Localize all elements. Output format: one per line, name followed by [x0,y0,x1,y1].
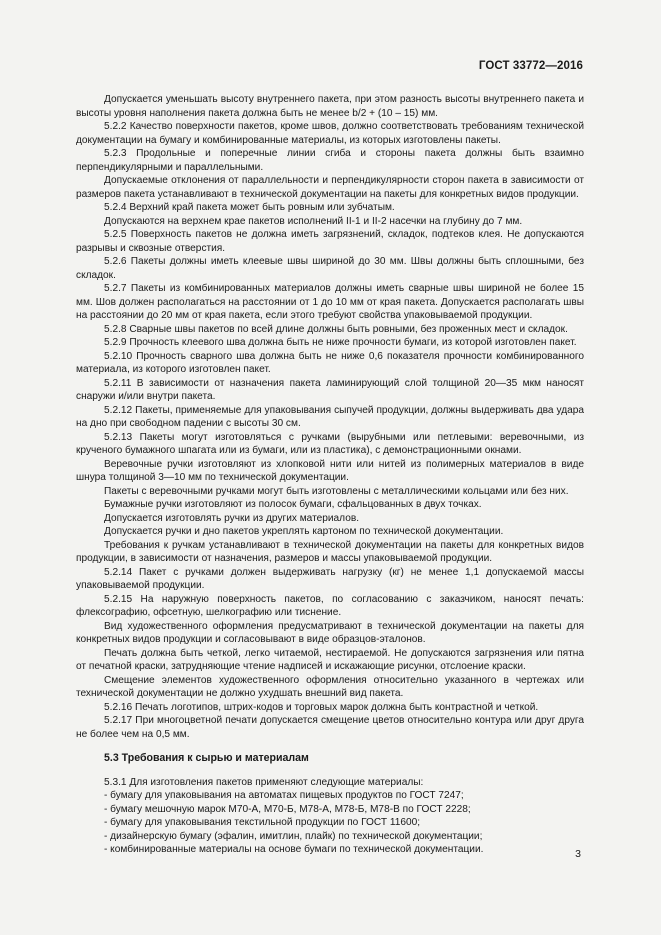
list-item: - комбинированные материалы на основе бумаги по технической документации. [104,844,484,855]
paragraph: Бумажные ручки изготовляют из полосок бумаги, сфальцованных в двух точках. [104,499,482,510]
paragraph: 5.2.11 В зависимости от назначения пакета ламинирующий слой толщиной 20—35 мкм наносят снаружи и/или внутри пакета. [76,377,584,402]
paragraph: 5.2.8 Сварные швы пакетов по всей длине должны быть ровными, без проженных мест и складок. [104,323,568,335]
paragraph: Допускается изготовлять ручки из других материалов. [104,512,360,524]
document-body [76,93,584,857]
document-header: ГОСТ 33772—2016 [478,60,583,72]
paragraph: 5.2.10 Прочность сварного шва должна быть не ниже 0,6 показателя прочности комбинированного материала, из которого изготовлен пакет. [76,350,584,375]
paragraph: 5.2.12 Пакеты, применяемые для упаковывания сыпучей продукции, должны выдерживать два удара на дно при свободном падении с высоты 30 см. [76,404,584,429]
paragraph: Допускаемые отклонения от параллельности и перпендикулярности сторон пакета в зависимости от размеров пакета устанавливают в технической документации на пакеты для конкретных видов продукции. [76,175,584,200]
paragraph: 5.2.13 Пакеты могут изготовляться с ручками (вырубными или петлевыми: веревочными, из крученого бумажного шпагата или из бумаги, или из пластика), с демонстрационными окнами. [76,431,584,456]
paragraph: 5.2.5 Поверхность пакетов не должна иметь загрязнений, складок, подтеков клея. Не допускаются разрывы и сквозные отверстия. [76,229,584,254]
paragraph: 5.2.3 Продольные и поперечные линии сгиба и стороны пакета должны быть взаимно перпендикулярными и параллельными. [76,148,584,173]
paragraph: 5.2.16 Печать логотипов, штрих-кодов и торговых марок должна быть контрастной и четкой. [104,701,539,713]
paragraph: 5.2.17 При многоцветной печати допускается смещение цветов относительно контура или друг друга не более чем на 0,5 мм. [76,715,584,740]
section-intro: 5.3.1 Для изготовления пакетов применяют следующие материалы: [104,776,424,788]
paragraph: Допускается уменьшать высоту внутреннего пакета, при этом разность высоты внутреннего пакета и высоты уровня наполнения пакета должна быть не менее b/2 + (10 – 15) мм. [76,94,584,119]
list-item: - бумагу мешочную марок М70-А, М70-Б, М78-А, М78-Б, М78-В по ГОСТ 2228; [104,803,471,815]
section-heading: 5.3 Требования к сырью и материалам [104,752,309,764]
paragraph: 5.2.14 Пакет с ручками должен выдерживать нагрузку (кг) не менее 1,1 допускаемой массы упаковываемой продукции. [76,566,584,591]
paragraph: Допускается ручки и дно пакетов укреплять картоном по технической документации. [104,526,504,537]
list-item: - бумагу для упаковывания текстильной продукции по ГОСТ 11600; [104,817,421,828]
paragraph: Веревочные ручки изготовляют из хлопковой нити или нитей из полимерных материалов в виде шнура толщиной 3—10 мм по технической документации. [76,458,584,483]
paragraph: Вид художественного оформления предусматривают в технической документации на пакеты для конкретных видов продукции и согласовывают в виде образцов-эталонов. [76,620,584,645]
list-item: - бумагу для упаковывания на автоматах пищевых продуктов по ГОСТ 7247; [104,790,464,801]
paragraph: 5.2.4 Верхний край пакета может быть ровным или зубчатым. [104,202,395,213]
paragraph: Допускаются на верхнем крае пакетов исполнений II-1 и II-2 насечки на глубину до 7 мм. [104,215,523,227]
paragraph: Требования к ручкам устанавливают в технической документации на пакеты для конкретных видов продукции, в зависимости от назначения, размеров и массы упаковываемой продукции. [76,539,584,564]
paragraph: 5.2.6 Пакеты должны иметь клеевые швы шириной до 30 мм. Швы должны быть сплошными, без складок. [76,256,584,281]
paragraph: Печать должна быть четкой, легко читаемой, нестираемой. Не допускаются загрязнения или пятна от печатной краски, затрудняющие чтение надписей и искажающие рисунки, отслоение краски. [76,647,584,672]
paragraph: Смещение элементов художественного оформления относительно указанного в чертежах или технической документации не должно ухудшать внешний вид пакета. [76,674,584,699]
paragraph: Пакеты с веревочными ручками могут быть изготовлены с металлическими кольцами или без них. [104,485,569,497]
paragraph: 5.2.9 Прочность клеевого шва должна быть не ниже прочности бумаги, из которой изготовлен пакет. [104,337,577,348]
paragraph: 5.2.7 Пакеты из комбинированных материалов должны иметь сварные швы шириной не более 15 мм. Шов должен располагаться на расстоянии от 1 до 10 мм от края пакета. Допускается располагать швы на расстоянии до 20 мм от края пакета, если этого требуют свойства упаковываемой продукции. [76,283,584,321]
paragraph: 5.2.2 Качество поверхности пакетов, кроме швов, должно соответствовать требованиям технической документации на бумагу и комбинированные материалы, из которых изготовлены пакеты. [76,121,584,146]
paragraph: 5.2.15 На наружную поверхность пакетов, по согласованию с заказчиком, наносят печать: флексографию, офсетную, шелкографию или тиснение. [76,593,584,618]
page-number: 3 [575,848,581,860]
list-item: - дизайнерскую бумагу (эфалин, имитлин, плайк) по технической документации; [104,830,483,842]
